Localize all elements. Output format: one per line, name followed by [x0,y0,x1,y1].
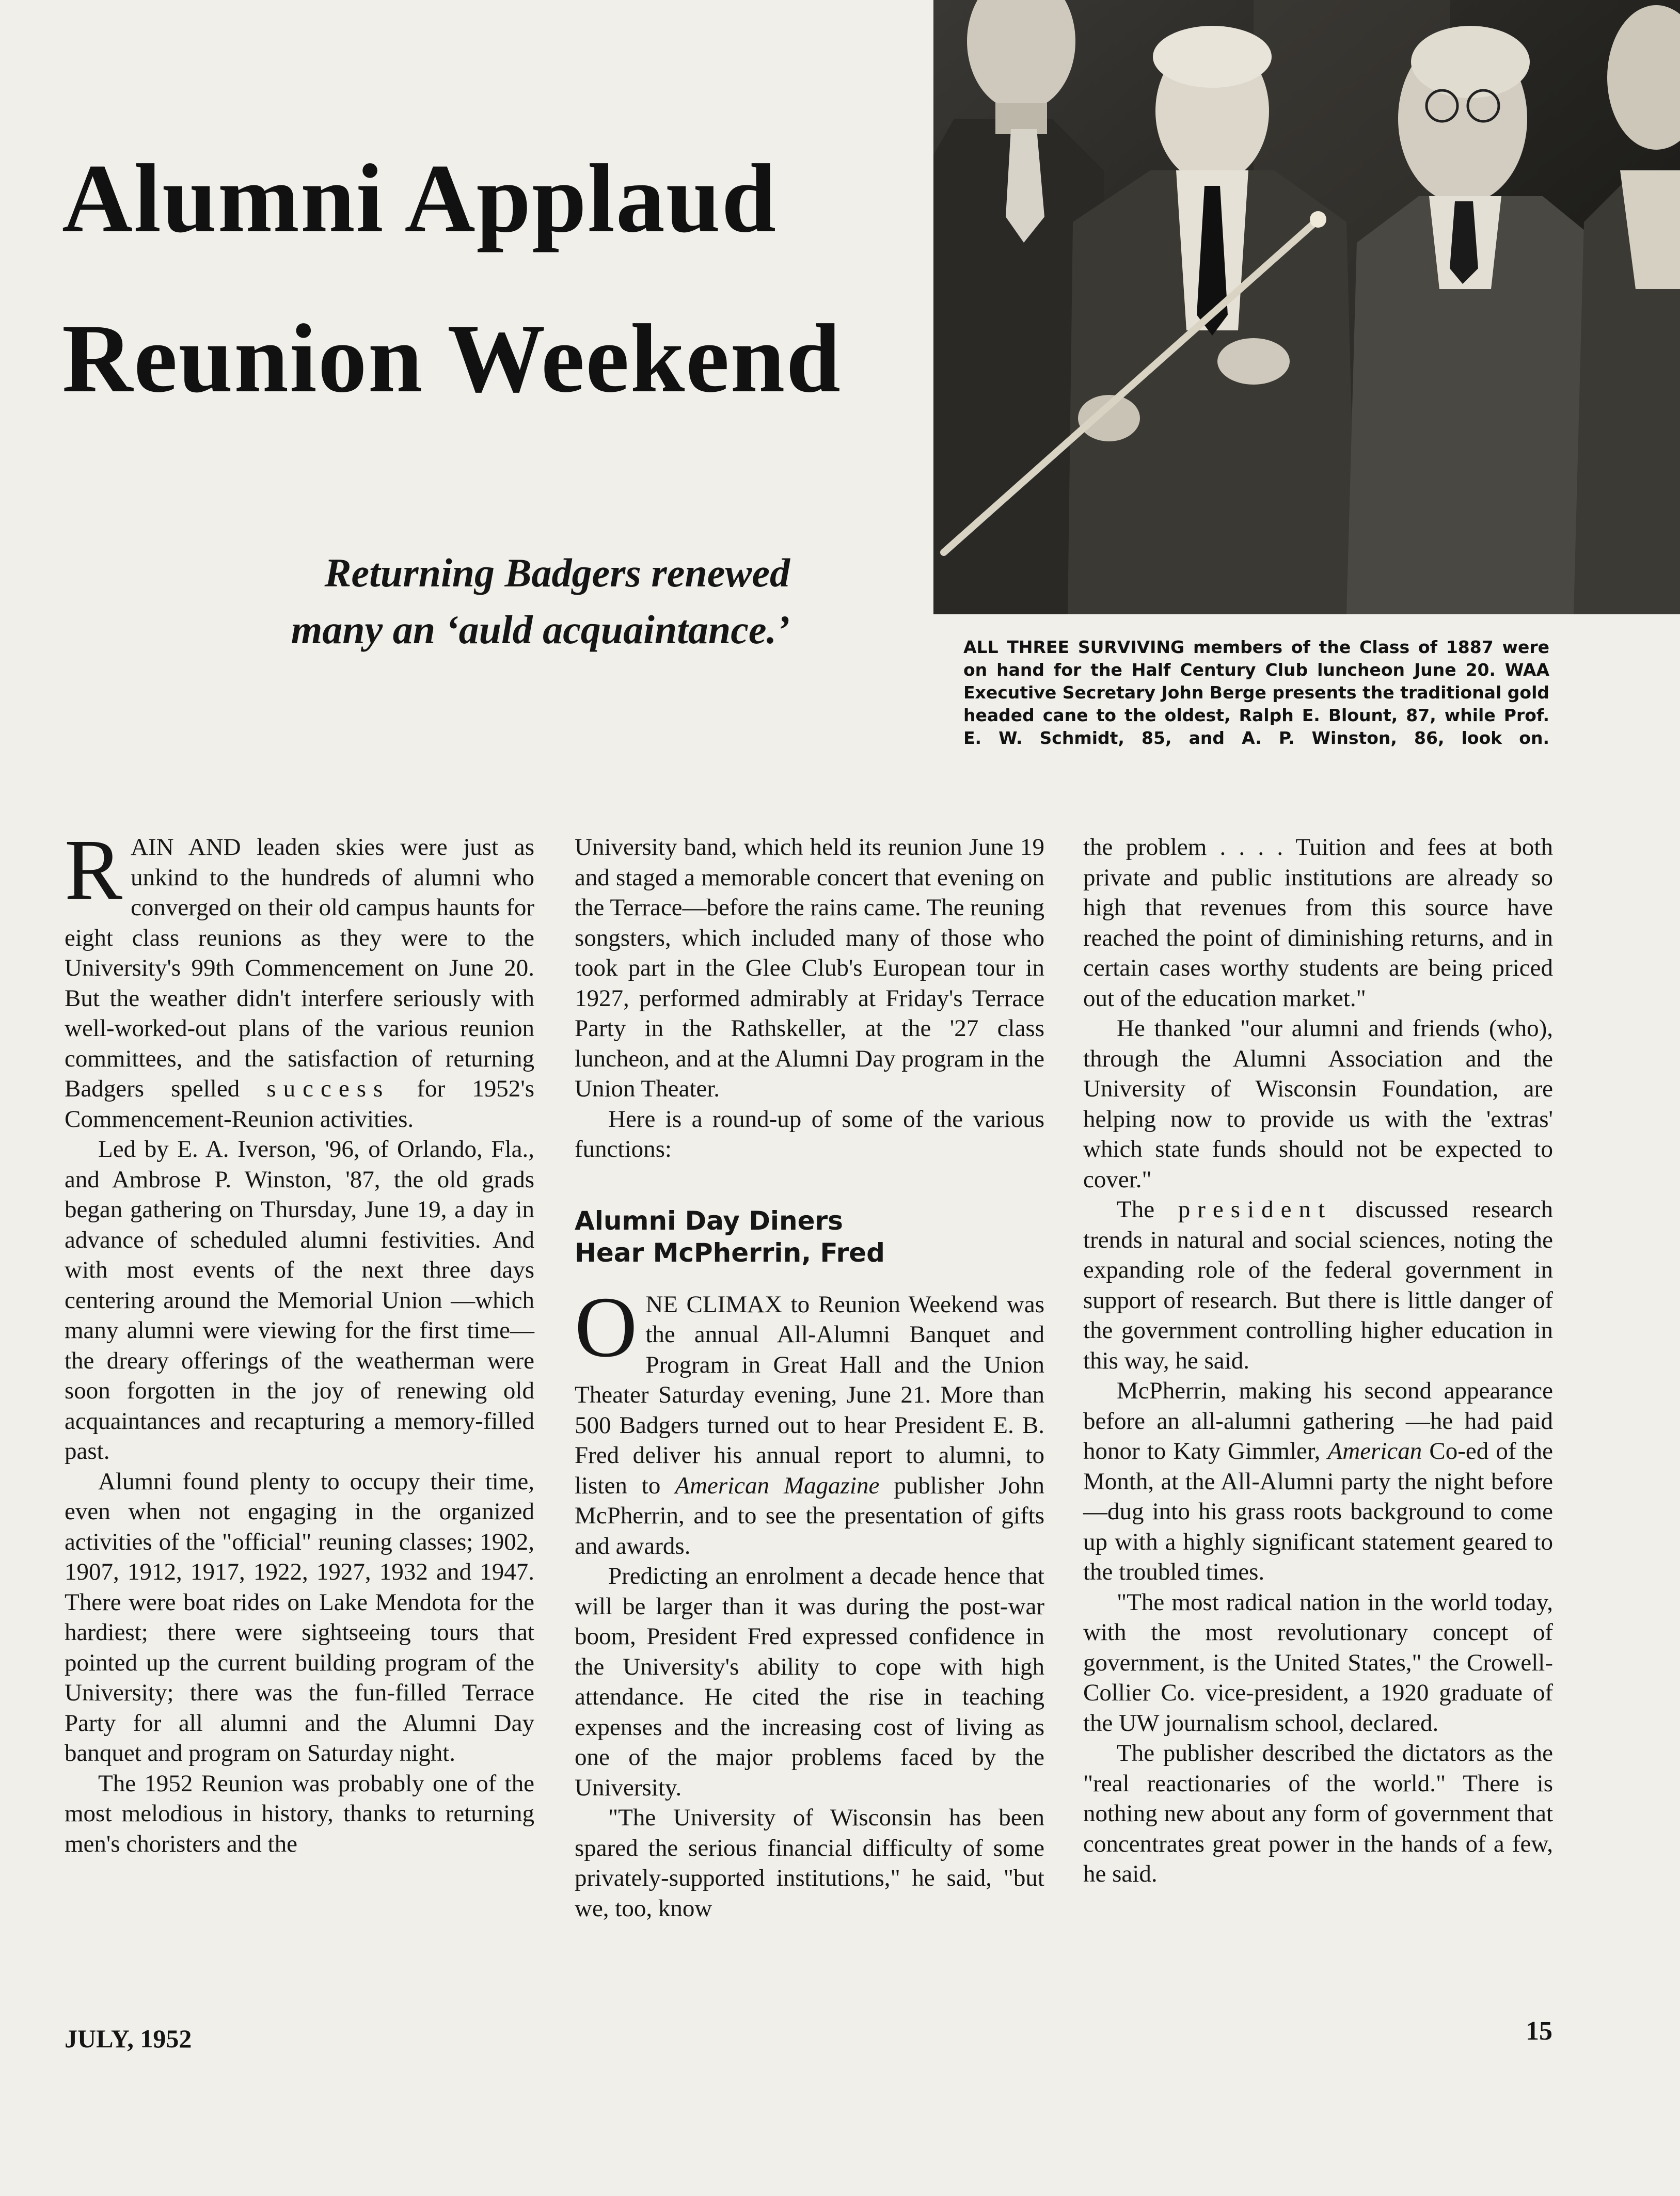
paragraph-text: The [1117,1196,1155,1223]
paragraph: Led by E. A. Iverson, '96, of Orlando, Fla., and Ambrose P. Winston, '87, the old grads began gathering on Thursday, June 19, a day in advance of scheduled alumni festivities. And with most events of the next three days centering around the Memorial Union —which many alumni were viewing for the first time—the dreary offerings of the weatherman were soon forgotten in the joy of renewing old acquaintances and recapturing a memory-filled past. [65,1136,534,1465]
paragraph-text: Co-ed of the Month, at the All-Alumni party the night before—dug into his grass roots background to come up with a highly significant statement geared to the troubled times. [1083,1438,1554,1585]
paragraph [1083,1376,1553,1587]
article-title [62,119,909,439]
paragraph: Here is a round-up of some of the various functions: [575,1105,1044,1163]
paragraph: He thanked "our alumni and friends (who), through the Alumni Association and the University of Wisconsin Foundation, are helping now to provide us with the 'extras' which state funds should not be expected to cover." [1083,1015,1553,1193]
paragraph: "The most radical nation in the world today, with the most revolutionary concept of government, is the United States," the Crowell-Collier Co. vice-president, a 1920 graduate of the UW journalism school, declared. [1083,1588,1553,1737]
drop-cap: R [65,822,123,918]
paragraph [65,822,535,1134]
paragraph-text: for 1952's Commencement-Reunion activities. [65,1075,535,1133]
spaced-word: success [266,1075,390,1102]
paragraph: The 1952 Reunion was probably one of the most melodious in history, thanks to returning men's choristers and the [65,1770,534,1857]
paragraph-text: NE CLIMAX to Reunion Weekend was the annual All-Alumni Banquet and Program in Great Hall and the Union Theater Saturday evening, June 21. More than 500 Badgers turned out to hear President E. B. Fred deliver his annual report to alumni, to listen to [575,1291,1044,1499]
paragraph [575,1279,1044,1562]
italic-title: American [1327,1438,1422,1465]
paragraph: the problem . . . . Tuition and fees at both private and public institutions are already so high that revenues from this source have reached the point of diminishing returns, and in certain cases worthy students are being priced out of the education market." [1083,834,1553,1012]
issue-date: JULY, 1952 [65,2024,192,2053]
paragraph-text: discussed research trends in natural and social sciences, noting the expanding role of the federal government in support of research. But there is little danger of the government controlling higher education in this way, he said. [1083,1196,1554,1374]
section-subhead [575,1205,1044,1269]
subtitle-line-1: Returning Badgers renewed [324,550,790,595]
paragraph-text: AIN AND leaden skies were just as unkind to the hundreds of alumni who converged on their old campus haunts for eight class reunions as they were to the University's 99th Commencement on June 20. But the weather didn't interfere seriously with well-worked-out plans of the various reunion committees, and the satisfaction of returning Badgers spelled [65,834,534,1102]
paragraph [1083,1195,1553,1376]
article-column-3 [1083,832,1553,1889]
paragraph: "The University of Wisconsin has been spared the serious financial difficulty of some privately-supported institutions," he said, "but we, too, know [575,1804,1044,1922]
paragraph: Alumni found plenty to occupy their time, even when not engaging in the organized activities of the "official" reuning classes; 1902, 1907, 1912, 1917, 1922, 1927, 1932 and 1947. There were boat rides on Lake Mendota for the hardiest; there were sightseeing tours that pointed up the current building program of the University; there was the fun-filled Terrace Party for all alumni and the Alumni Day banquet and program on Saturday night. [65,1468,534,1767]
paragraph: Predicting an enrolment a decade hence that will be larger than it was during the post-war boom, President Fred expressed confidence in the University's ability to cope with high attendance. He cited the rise in teaching expenses and the increasing cost of living as one of the major problems faced by the University. [575,1563,1044,1801]
spaced-word: president [1178,1196,1333,1223]
paragraph-text: McPherrin, making his second appearance before an all-alumni gathering —he had paid honor to Katy Gimmler, [1083,1377,1553,1465]
reunion-photo [933,0,1680,614]
article-column-2 [575,832,1044,1923]
paragraph-text: publisher John McPherrin, and to see the presentation of gifts and awards. [575,1472,1044,1560]
subhead-line-2: Hear McPherrin, Fred [575,1237,885,1268]
italic-title: American Magazine [675,1472,880,1499]
page-number: 15 [1526,2016,1552,2046]
title-line-1: Alumni Applaud [62,145,778,253]
paragraph: The publisher described the dictators as the "real reactionaries of the world." There is nothing new about any form of government that concentrates great power in the hands of a few, he said. [1083,1740,1553,1887]
subtitle-line-2: many an ‘auld acquaintance.’ [291,607,790,652]
photo-caption: ALL THREE SURVIVING members of the Class of 1887 were on hand for the Half Century Club luncheon June 20. WAA Executive Secretary John Berge presents the traditional gold headed cane to the oldest, Ralph E. Blount, 87, while Prof. E. W. Schmidt, 85, and A. P. Winston, 86, look on. [963,637,1549,748]
drop-cap: O [575,1279,638,1375]
subhead-line-1: Alumni Day Diners [575,1205,843,1236]
paragraph: University band, which held its reunion June 19 and staged a memorable concert that evening on the Terrace—before the rains came. The reuning songsters, which included many of those who took part in the Glee Club's European tour in 1927, performed admirably at Friday's Terrace Party in the Rathskeller, at the '27 class luncheon, and at the Alumni Day program in the Union Theater. [575,834,1044,1102]
article-subtitle [155,545,790,658]
title-line-2: Reunion Weekend [62,305,842,413]
article-column-1 [65,822,535,1859]
